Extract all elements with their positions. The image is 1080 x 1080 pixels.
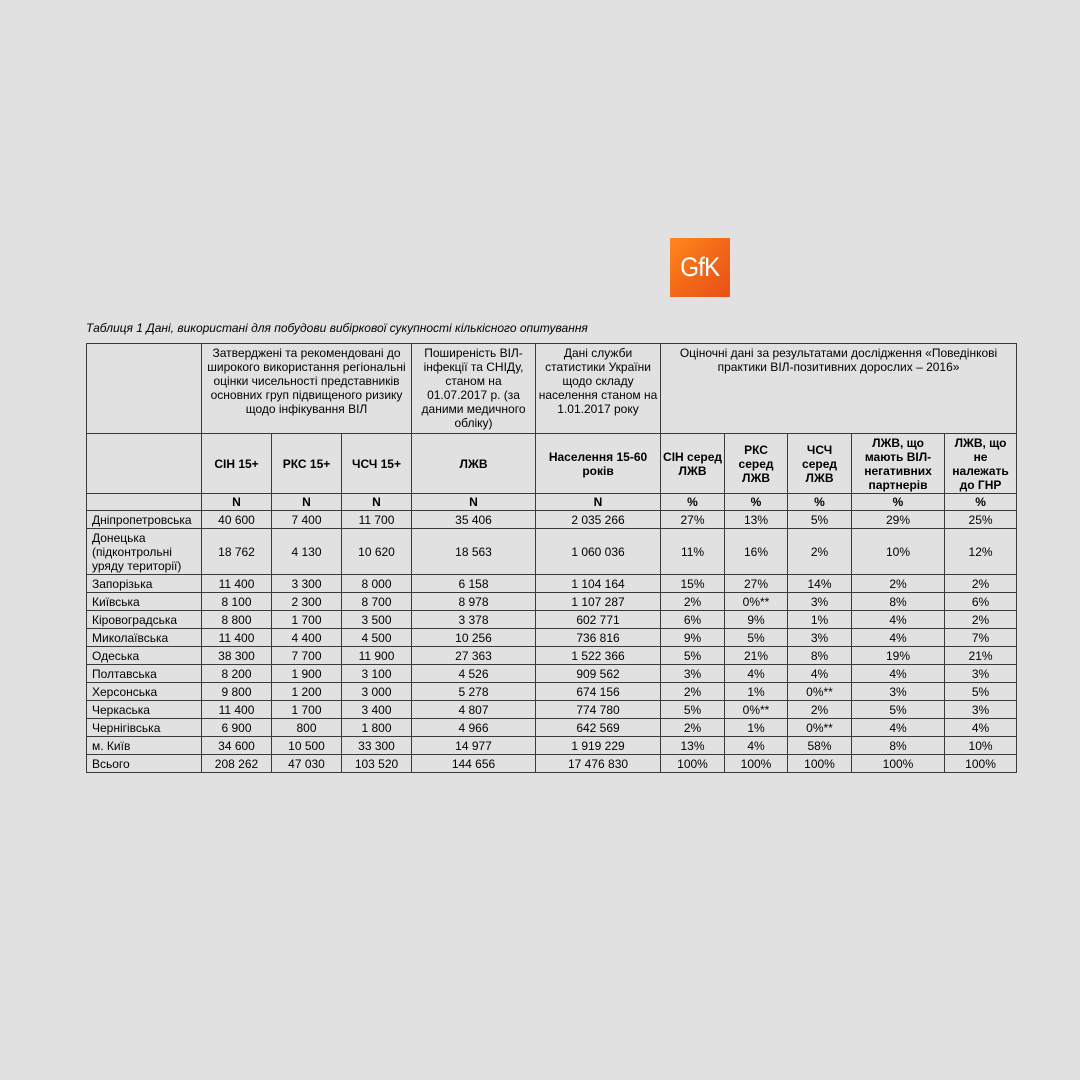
value-cell: 17 476 830 <box>536 755 661 773</box>
table-row <box>87 629 1017 647</box>
column-header: СІН серед ЛЖВ <box>661 434 725 494</box>
value-cell: 909 562 <box>536 665 661 683</box>
value-cell: 8 000 <box>342 575 412 593</box>
column-header: РКС серед ЛЖВ <box>725 434 788 494</box>
value-cell: 2% <box>945 611 1017 629</box>
gfk-logo-text: GfK <box>680 252 720 282</box>
unit-cell: % <box>945 494 1017 511</box>
value-cell: 38 300 <box>202 647 272 665</box>
value-cell: 8% <box>788 647 852 665</box>
value-cell: 8% <box>852 593 945 611</box>
value-cell: 21% <box>945 647 1017 665</box>
value-cell: 2 300 <box>272 593 342 611</box>
value-cell: 4% <box>852 629 945 647</box>
value-cell: 35 406 <box>412 511 536 529</box>
value-cell: 774 780 <box>536 701 661 719</box>
value-cell: 0%** <box>788 683 852 701</box>
value-cell: 103 520 <box>342 755 412 773</box>
value-cell: 9% <box>725 611 788 629</box>
value-cell: 15% <box>661 575 725 593</box>
table-row <box>87 665 1017 683</box>
value-cell: 1% <box>788 611 852 629</box>
value-cell: 11 900 <box>342 647 412 665</box>
value-cell: 2% <box>852 575 945 593</box>
value-cell: 1 522 366 <box>536 647 661 665</box>
value-cell: 8% <box>852 737 945 755</box>
unit-cell: N <box>412 494 536 511</box>
empty-unit-cell <box>87 494 202 511</box>
table-row <box>87 647 1017 665</box>
unit-cell: % <box>661 494 725 511</box>
value-cell: 4 526 <box>412 665 536 683</box>
value-cell: 8 100 <box>202 593 272 611</box>
value-cell: 8 700 <box>342 593 412 611</box>
unit-cell: N <box>272 494 342 511</box>
value-cell: 47 030 <box>272 755 342 773</box>
value-cell: 13% <box>661 737 725 755</box>
value-cell: 3 378 <box>412 611 536 629</box>
region-name-cell: Запорізька <box>87 575 202 593</box>
group-header-statistics: Дані служби статистики України щодо складу населення станом на 1.01.2017 року <box>536 344 661 434</box>
table-row <box>87 719 1017 737</box>
value-cell: 208 262 <box>202 755 272 773</box>
value-cell: 5 278 <box>412 683 536 701</box>
value-cell: 12% <box>945 529 1017 575</box>
value-cell: 100% <box>661 755 725 773</box>
region-name-cell: Полтавська <box>87 665 202 683</box>
value-cell: 674 156 <box>536 683 661 701</box>
value-cell: 0%** <box>788 719 852 737</box>
table-row <box>87 611 1017 629</box>
value-cell: 7 400 <box>272 511 342 529</box>
value-cell: 6% <box>661 611 725 629</box>
table-caption: Таблиця 1 Дані, використані для побудови вибіркової сукупності кількісного опитування <box>86 321 588 335</box>
value-cell: 1% <box>725 719 788 737</box>
column-header: ЛЖВ, що мають ВІЛ-негативних партнерів <box>852 434 945 494</box>
value-cell: 602 771 <box>536 611 661 629</box>
value-cell: 0%** <box>725 593 788 611</box>
region-name-cell: Чернігівська <box>87 719 202 737</box>
value-cell: 10 500 <box>272 737 342 755</box>
value-cell: 1 104 164 <box>536 575 661 593</box>
value-cell: 736 816 <box>536 629 661 647</box>
region-name-cell: Херсонська <box>87 683 202 701</box>
value-cell: 14 977 <box>412 737 536 755</box>
value-cell: 4% <box>725 665 788 683</box>
value-cell: 2% <box>945 575 1017 593</box>
value-cell: 4 966 <box>412 719 536 737</box>
group-header-prevalence: Поширеність ВІЛ-інфекції та СНІДу, станом на 01.07.2017 р. (за даними медичного обліку) <box>412 344 536 434</box>
unit-cell: % <box>788 494 852 511</box>
value-cell: 5% <box>725 629 788 647</box>
column-header: ЛЖВ, що не належать до ГНР <box>945 434 1017 494</box>
value-cell: 2% <box>788 529 852 575</box>
value-cell: 11 400 <box>202 629 272 647</box>
group-header-estimates: Оціночні дані за результатами дослідження «Поведінкові практики ВІЛ-позитивних дорослих – 2016» <box>661 344 1017 434</box>
region-name-cell: Донецька (підконтрольні уряду території) <box>87 529 202 575</box>
value-cell: 642 569 <box>536 719 661 737</box>
value-cell: 4% <box>852 611 945 629</box>
value-cell: 3 300 <box>272 575 342 593</box>
column-header: Населення 15-60 років <box>536 434 661 494</box>
value-cell: 11% <box>661 529 725 575</box>
column-header: СІН 15+ <box>202 434 272 494</box>
value-cell: 6% <box>945 593 1017 611</box>
unit-cell: % <box>725 494 788 511</box>
value-cell: 34 600 <box>202 737 272 755</box>
value-cell: 14% <box>788 575 852 593</box>
value-cell: 33 300 <box>342 737 412 755</box>
value-cell: 3% <box>788 593 852 611</box>
value-cell: 800 <box>272 719 342 737</box>
value-cell: 4% <box>945 719 1017 737</box>
unit-cell: N <box>536 494 661 511</box>
region-name-cell: Кіровоградська <box>87 611 202 629</box>
value-cell: 9% <box>661 629 725 647</box>
table-row <box>87 593 1017 611</box>
value-cell: 8 800 <box>202 611 272 629</box>
empty-header-cell <box>87 434 202 494</box>
value-cell: 13% <box>725 511 788 529</box>
value-cell: 5% <box>945 683 1017 701</box>
value-cell: 3% <box>788 629 852 647</box>
value-cell: 18 762 <box>202 529 272 575</box>
value-cell: 21% <box>725 647 788 665</box>
value-cell: 19% <box>852 647 945 665</box>
value-cell: 10% <box>852 529 945 575</box>
value-cell: 1 700 <box>272 701 342 719</box>
value-cell: 0%** <box>725 701 788 719</box>
value-cell: 8 978 <box>412 593 536 611</box>
table-row <box>87 683 1017 701</box>
value-cell: 4 130 <box>272 529 342 575</box>
table-row <box>87 575 1017 593</box>
value-cell: 5% <box>788 511 852 529</box>
value-cell: 7% <box>945 629 1017 647</box>
value-cell: 1 200 <box>272 683 342 701</box>
column-header-row <box>87 434 1017 494</box>
value-cell: 1 919 229 <box>536 737 661 755</box>
value-cell: 3 100 <box>342 665 412 683</box>
value-cell: 9 800 <box>202 683 272 701</box>
value-cell: 144 656 <box>412 755 536 773</box>
region-name-cell: Дніпропетровська <box>87 511 202 529</box>
unit-cell: % <box>852 494 945 511</box>
value-cell: 5% <box>661 701 725 719</box>
value-cell: 100% <box>788 755 852 773</box>
region-name-cell: Київська <box>87 593 202 611</box>
value-cell: 40 600 <box>202 511 272 529</box>
value-cell: 27% <box>661 511 725 529</box>
data-table <box>86 343 1017 773</box>
value-cell: 10% <box>945 737 1017 755</box>
unit-row <box>87 494 1017 511</box>
value-cell: 1 107 287 <box>536 593 661 611</box>
value-cell: 100% <box>945 755 1017 773</box>
column-header: ЛЖВ <box>412 434 536 494</box>
value-cell: 3 000 <box>342 683 412 701</box>
region-name-cell: Миколаївська <box>87 629 202 647</box>
value-cell: 25% <box>945 511 1017 529</box>
value-cell: 8 200 <box>202 665 272 683</box>
table-row <box>87 701 1017 719</box>
table-row <box>87 755 1017 773</box>
value-cell: 3 500 <box>342 611 412 629</box>
value-cell: 2 035 266 <box>536 511 661 529</box>
group-header-row <box>87 344 1017 434</box>
value-cell: 10 620 <box>342 529 412 575</box>
value-cell: 4 400 <box>272 629 342 647</box>
region-name-cell: м. Київ <box>87 737 202 755</box>
value-cell: 29% <box>852 511 945 529</box>
value-cell: 16% <box>725 529 788 575</box>
region-name-cell: Черкаська <box>87 701 202 719</box>
value-cell: 3 400 <box>342 701 412 719</box>
value-cell: 11 400 <box>202 701 272 719</box>
value-cell: 18 563 <box>412 529 536 575</box>
value-cell: 3% <box>945 665 1017 683</box>
value-cell: 1 900 <box>272 665 342 683</box>
gfk-logo <box>670 238 730 297</box>
value-cell: 1 700 <box>272 611 342 629</box>
value-cell: 4 807 <box>412 701 536 719</box>
value-cell: 3% <box>661 665 725 683</box>
column-header: ЧСЧ 15+ <box>342 434 412 494</box>
value-cell: 11 700 <box>342 511 412 529</box>
column-header: ЧСЧ серед ЛЖВ <box>788 434 852 494</box>
value-cell: 3% <box>945 701 1017 719</box>
value-cell: 3% <box>852 683 945 701</box>
value-cell: 6 900 <box>202 719 272 737</box>
value-cell: 4% <box>725 737 788 755</box>
unit-cell: N <box>342 494 412 511</box>
value-cell: 27% <box>725 575 788 593</box>
value-cell: 5% <box>852 701 945 719</box>
value-cell: 2% <box>661 593 725 611</box>
value-cell: 4 500 <box>342 629 412 647</box>
value-cell: 2% <box>788 701 852 719</box>
region-name-cell: Одеська <box>87 647 202 665</box>
value-cell: 4% <box>852 665 945 683</box>
unit-cell: N <box>202 494 272 511</box>
value-cell: 1% <box>725 683 788 701</box>
value-cell: 6 158 <box>412 575 536 593</box>
column-header: РКС 15+ <box>272 434 342 494</box>
empty-corner-cell <box>87 344 202 434</box>
value-cell: 5% <box>661 647 725 665</box>
value-cell: 1 060 036 <box>536 529 661 575</box>
value-cell: 58% <box>788 737 852 755</box>
value-cell: 7 700 <box>272 647 342 665</box>
table-row <box>87 511 1017 529</box>
table-row <box>87 529 1017 575</box>
value-cell: 11 400 <box>202 575 272 593</box>
value-cell: 2% <box>661 683 725 701</box>
value-cell: 27 363 <box>412 647 536 665</box>
value-cell: 10 256 <box>412 629 536 647</box>
value-cell: 1 800 <box>342 719 412 737</box>
value-cell: 100% <box>852 755 945 773</box>
value-cell: 100% <box>725 755 788 773</box>
value-cell: 4% <box>852 719 945 737</box>
group-header-approved: Затверджені та рекомендовані до широкого використання регіональні оцінки чисельності представників основних груп підвищеного ризику щодо інфікування ВІЛ <box>202 344 412 434</box>
value-cell: 4% <box>788 665 852 683</box>
value-cell: 2% <box>661 719 725 737</box>
region-name-cell: Всього <box>87 755 202 773</box>
table-row <box>87 737 1017 755</box>
